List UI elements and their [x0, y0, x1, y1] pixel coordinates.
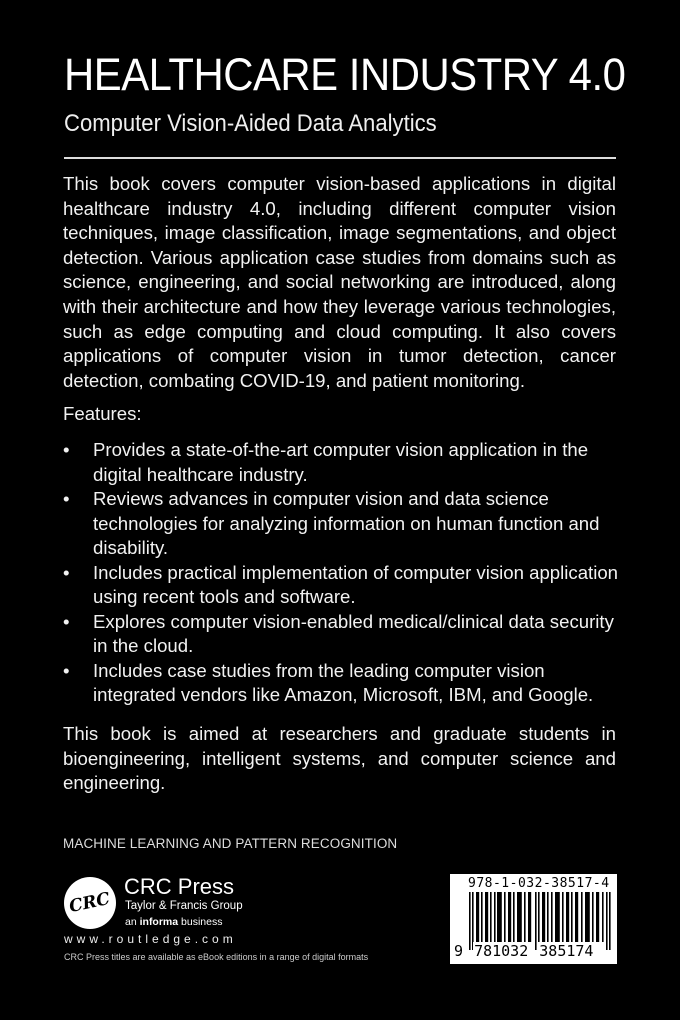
- series-name: MACHINE LEARNING AND PATTERN RECOGNITION: [63, 836, 398, 851]
- informa-suffix: business: [178, 916, 223, 928]
- features-list: [63, 438, 623, 708]
- feature-text: Provides a state-of-the-art computer vision application in the digital healthcare industry.: [93, 439, 589, 485]
- feature-text: Explores computer vision-enabled medical/clinical data security in the cloud.: [93, 610, 614, 656]
- barcode-lead-digit: 9: [454, 942, 464, 960]
- bullet-icon: •: [63, 488, 70, 509]
- feature-item: [63, 438, 623, 487]
- title-divider: [64, 157, 616, 159]
- bullet-icon: •: [63, 659, 70, 681]
- book-subtitle: Computer Vision-Aided Data Analytics: [64, 110, 437, 137]
- crc-logo-icon: [64, 877, 116, 929]
- barcode-group-1: 781032: [474, 942, 529, 960]
- feature-text: Includes practical implementation of computer vision application using recent tools and software.: [93, 561, 619, 607]
- crc-logo-text: CRC: [67, 888, 113, 918]
- bullet-icon: •: [63, 610, 70, 632]
- features-heading: Features:: [63, 403, 142, 424]
- isbn-barcode: [450, 874, 617, 964]
- informa-word: informa: [139, 916, 179, 928]
- publisher-informa-line: [125, 916, 222, 928]
- barcode-digits: [453, 942, 594, 960]
- isbn-text: 978-1-032-38517-4: [468, 876, 610, 891]
- feature-item: [63, 659, 623, 708]
- feature-text: Includes case studies from the leading computer vision integrated vendors like Amazon, Microsoft, IBM, and Google.: [93, 659, 594, 705]
- ebook-note: CRC Press titles are available as eBook editions in a range of digital formats: [64, 952, 369, 962]
- feature-item: [63, 610, 623, 659]
- feature-item: [63, 487, 623, 561]
- feature-item: [63, 561, 623, 610]
- publisher-name: CRC Press: [124, 874, 235, 899]
- barcode-group-2: 385174: [539, 942, 594, 960]
- bullet-icon: •: [63, 561, 70, 583]
- description-paragraph: This book covers computer vision-based applications in digital healthcare industry 4.0, including different computer vision techniques, image classification, image segmentations, and object detection. Various application case studies from domains such as science, engineering, and social networking are introduced, along with their architecture and how they leverage various technologies, such as edge computing and cloud computing. It also covers applications of computer vision in tumor detection, cancer detection, combating COVID-19, and patient monitoring.: [63, 173, 616, 391]
- informa-prefix: an: [125, 916, 140, 928]
- book-title: HEALTHCARE INDUSTRY 4.0: [64, 49, 626, 100]
- publisher-group: Taylor & Francis Group: [125, 900, 243, 912]
- audience-paragraph: This book is aimed at researchers and graduate students in bioengineering, intelligent systems, and computer science and engineering.: [63, 723, 616, 794]
- bullet-icon: •: [63, 439, 70, 460]
- feature-text: Reviews advances in computer vision and data science technologies for analyzing information on human function and disability.: [93, 488, 600, 558]
- publisher-website: www.routledge.com: [64, 932, 237, 946]
